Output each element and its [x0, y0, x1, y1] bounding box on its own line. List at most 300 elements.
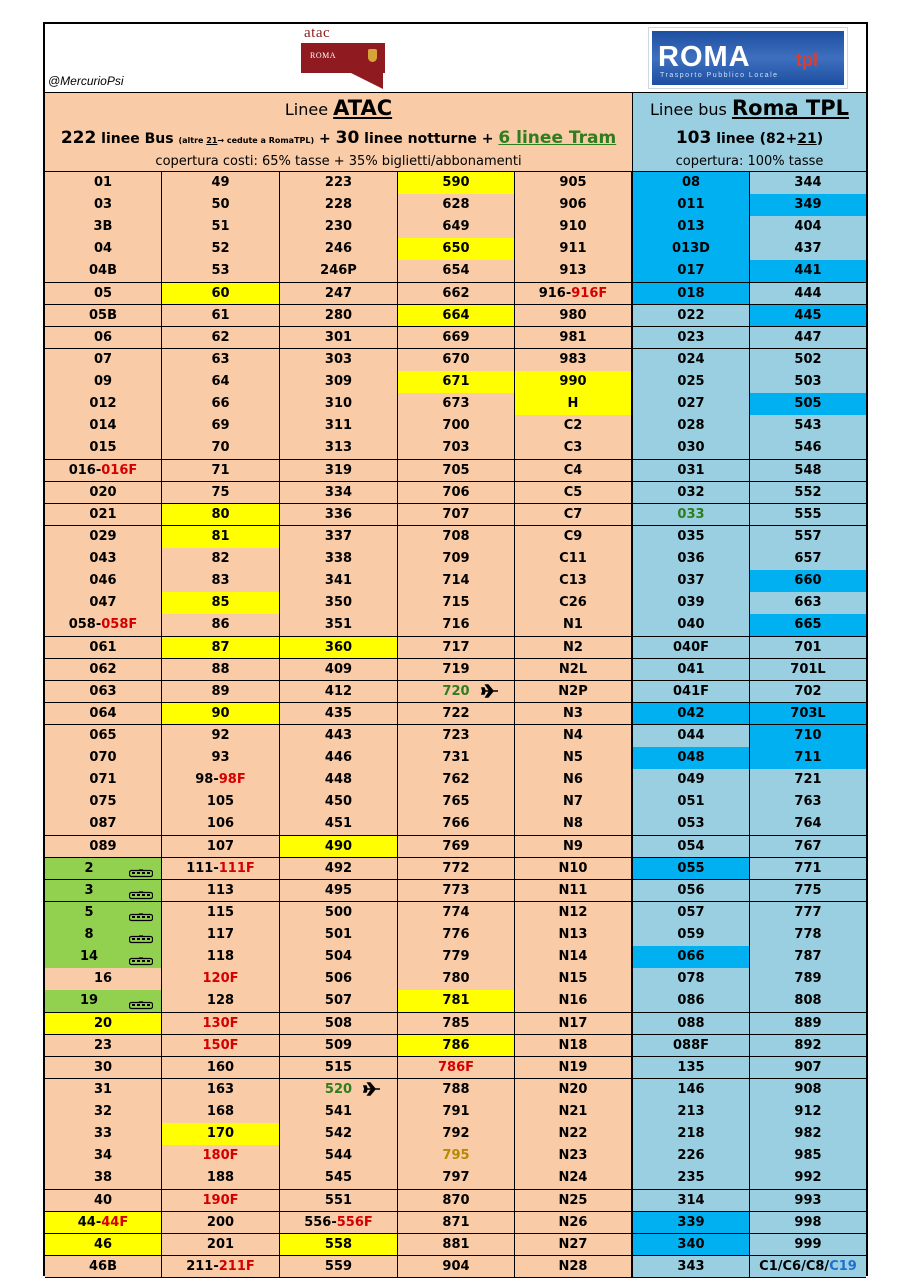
line-cell: [398, 924, 515, 947]
line-number: 301: [324, 329, 353, 345]
line-number: 715: [442, 595, 470, 611]
line-cell: [633, 1101, 750, 1124]
line-cell: [280, 1212, 398, 1235]
line-cell: [515, 902, 633, 925]
line-cell: [280, 1057, 398, 1080]
line-cell: [280, 437, 398, 460]
line-cell: [633, 1145, 750, 1168]
line-cell: [515, 1035, 633, 1058]
line-number: 150F: [202, 1037, 239, 1053]
line-cell: [162, 681, 280, 704]
line-number: 50: [211, 197, 230, 213]
line-number: 509: [324, 1037, 353, 1053]
line-number: N10: [558, 860, 588, 876]
line-number: 089: [89, 838, 117, 854]
line-number: 200: [206, 1214, 235, 1230]
line-number: 916-916F: [538, 285, 608, 301]
line-number: 911: [559, 241, 587, 257]
line-number: 04B: [89, 263, 117, 279]
line-number: 030: [677, 440, 705, 456]
line-cell: [162, 592, 280, 615]
line-number: N20: [558, 1081, 588, 1097]
line-number: 226: [677, 1148, 705, 1164]
line-number: 039: [677, 595, 705, 611]
line-cell: [398, 1167, 515, 1190]
line-cell: [515, 1079, 633, 1102]
line-cell: [280, 482, 398, 505]
line-cell: [280, 305, 398, 328]
line-cell: [750, 1234, 866, 1257]
line-number: 506: [324, 971, 353, 987]
line-cell: [45, 548, 162, 571]
line-number: 892: [794, 1037, 822, 1053]
line-cell: [162, 1057, 280, 1080]
line-cell: [750, 570, 866, 593]
line-number: 022: [677, 307, 705, 323]
line-cell: [45, 1079, 162, 1102]
line-cell: [633, 968, 750, 991]
line-number: 035: [677, 528, 705, 544]
line-cell: [633, 1256, 750, 1279]
line-cell: [515, 968, 633, 991]
line-cell: [750, 880, 866, 903]
line-number: C9: [563, 528, 583, 544]
tpl-title: Roma TPL: [731, 96, 850, 120]
line-cell: [45, 1035, 162, 1058]
line-number: 51: [211, 219, 230, 235]
line-number: 070: [89, 750, 117, 766]
line-cell: [398, 1035, 515, 1058]
line-cell: [398, 659, 515, 682]
line-cell: [45, 1101, 162, 1124]
line-number: N5: [563, 750, 583, 766]
line-number: 69: [211, 418, 230, 434]
line-number: 043: [89, 551, 117, 567]
line-number: 722: [442, 705, 470, 721]
line-cell: [280, 172, 398, 195]
line-number: 86: [211, 617, 230, 633]
line-number: 063: [89, 683, 117, 699]
line-number: 061: [89, 639, 117, 655]
line-number: 105: [206, 794, 235, 810]
line-number: 351: [324, 617, 353, 633]
line-cell: [45, 990, 162, 1013]
line-number: 065: [89, 728, 117, 743]
line-number: 49: [211, 175, 230, 190]
line-cell: [45, 437, 162, 460]
line-cell: [750, 1079, 866, 1102]
line-number: 663: [794, 595, 822, 611]
line-cell: [750, 813, 866, 836]
line-number: 792: [442, 1126, 470, 1142]
line-number: 992: [794, 1170, 822, 1186]
line-number: 128: [206, 993, 235, 1009]
line-number: 700: [442, 418, 470, 434]
line-cell: [162, 393, 280, 416]
line-cell: [633, 659, 750, 682]
line-number: 662: [442, 285, 470, 301]
line-number: 999: [794, 1236, 822, 1252]
line-number: 188: [206, 1170, 235, 1186]
line-cell: [45, 924, 162, 947]
atac-logo: [301, 25, 387, 89]
line-cell: [515, 1212, 633, 1235]
line-cell: [162, 1256, 280, 1279]
line-number: 542: [324, 1126, 353, 1142]
line-cell: [398, 1013, 515, 1036]
line-cell: [280, 769, 398, 792]
line-number: 163: [206, 1081, 235, 1097]
line-cell: [162, 1079, 280, 1102]
line-cell: [162, 946, 280, 969]
line-cell: [515, 194, 633, 217]
line-cell: [633, 327, 750, 350]
line-cell: [398, 548, 515, 571]
line-cell: [515, 172, 633, 195]
line-number: N19: [558, 1059, 588, 1075]
line-number: 025: [677, 374, 705, 390]
line-cell: [750, 902, 866, 925]
line-cell: [162, 1101, 280, 1124]
line-cell: [515, 836, 633, 859]
line-number: 559: [324, 1258, 353, 1274]
line-cell: [398, 1145, 515, 1168]
line-cell: [162, 990, 280, 1013]
line-number: 786F: [437, 1059, 475, 1075]
line-number: 764: [794, 816, 822, 832]
line-cell: [633, 703, 750, 726]
line-cell: [515, 1145, 633, 1168]
line-cell: [280, 924, 398, 947]
line-cell: [633, 194, 750, 217]
line-number: 808: [794, 993, 822, 1009]
line-cell: [633, 990, 750, 1013]
line-cell: [280, 349, 398, 372]
line-cell: [280, 659, 398, 682]
line-cell: [45, 791, 162, 814]
line-number: 913: [559, 263, 587, 279]
line-cell: [750, 836, 866, 859]
roma-tpl-logo: [648, 27, 848, 89]
line-number: 32: [93, 1104, 113, 1120]
line-number: 781: [442, 993, 470, 1009]
line-number: 779: [442, 949, 470, 965]
line-cell: [515, 305, 633, 328]
line-cell: [633, 504, 750, 527]
line-number: 046: [89, 573, 117, 589]
line-number: 776: [442, 927, 470, 943]
line-number: 649: [442, 219, 470, 235]
line-number: 985: [794, 1148, 822, 1164]
line-cell: [162, 482, 280, 505]
line-number: 723: [442, 728, 470, 743]
line-number: 088: [677, 1015, 705, 1031]
line-cell: [162, 260, 280, 283]
line-number: N2: [563, 639, 583, 655]
line-number: N15: [558, 971, 588, 987]
line-number: 350: [324, 595, 353, 611]
line-cell: [515, 570, 633, 593]
line-number: N14: [558, 949, 588, 965]
line-cell: [750, 327, 866, 350]
line-cell: [280, 238, 398, 261]
line-number: N24: [558, 1170, 588, 1186]
line-number: 319: [324, 462, 353, 478]
line-cell: [633, 570, 750, 593]
line-cell: [515, 858, 633, 881]
line-number: 772: [442, 860, 470, 876]
line-number: 515: [324, 1059, 353, 1075]
line-number: 086: [677, 993, 705, 1009]
line-cell: [398, 703, 515, 726]
line-cell: [45, 526, 162, 549]
line-number: N28: [558, 1258, 588, 1274]
line-number: 338: [324, 551, 353, 567]
author-handle: @MercurioPsi: [48, 74, 124, 88]
line-number: 500: [324, 904, 353, 920]
line-cell: [398, 681, 515, 704]
line-cell: [750, 393, 866, 416]
line-number: 314: [677, 1192, 705, 1208]
line-cell: [750, 990, 866, 1013]
line-number: N25: [558, 1192, 588, 1208]
roma-tpl-logo-tpl: tpl: [796, 50, 818, 70]
line-number: 82: [211, 551, 230, 567]
line-cell: [633, 1013, 750, 1036]
line-cell: [162, 791, 280, 814]
line-number: 710: [794, 728, 822, 743]
line-number: 556-556F: [304, 1214, 373, 1230]
line-cell: [515, 946, 633, 969]
line-cell: [280, 460, 398, 483]
line-cell: [162, 570, 280, 593]
line-cell: [515, 526, 633, 549]
line-cell: [280, 216, 398, 239]
tram-icon: [129, 930, 153, 939]
line-number: 246P: [320, 263, 357, 279]
line-number: 504: [324, 949, 353, 965]
line-number: N4: [563, 728, 583, 743]
line-cell: [280, 791, 398, 814]
line-cell: [45, 1234, 162, 1257]
line-cell: [515, 393, 633, 416]
line-number: 904: [442, 1258, 470, 1274]
line-cell: [398, 504, 515, 527]
line-number: 669: [442, 329, 470, 345]
tpl-header-counts: 103 linee (82+21): [675, 128, 824, 148]
line-cell: [162, 526, 280, 549]
line-number: 702: [794, 683, 822, 699]
line-number: 771: [794, 860, 822, 876]
line-cell: [515, 238, 633, 261]
tpl-coverage: copertura: 100% tasse: [675, 154, 824, 169]
line-number: 70: [211, 440, 230, 456]
line-number: 38: [93, 1170, 113, 1186]
line-cell: [45, 460, 162, 483]
line-cell: [45, 371, 162, 394]
line-cell: [280, 283, 398, 306]
line-number: 280: [324, 307, 353, 323]
line-number: 044: [677, 728, 705, 743]
line-number: 339: [677, 1214, 705, 1230]
line-number: 5: [84, 904, 94, 920]
line-cell: [162, 924, 280, 947]
line-cell: [633, 1035, 750, 1058]
line-number: 05B: [89, 307, 117, 323]
line-number: 769: [442, 838, 470, 854]
line-number: 88: [211, 661, 230, 677]
line-cell: [515, 747, 633, 770]
line-number: 92: [211, 728, 230, 743]
line-number: 721: [794, 772, 822, 788]
line-cell: [750, 924, 866, 947]
line-cell: [398, 813, 515, 836]
line-number: 011: [677, 197, 705, 213]
line-number: 650: [442, 241, 470, 257]
line-cell: [750, 659, 866, 682]
line-cell: [162, 968, 280, 991]
line-cell: [750, 858, 866, 881]
line-number: N3: [563, 705, 583, 721]
line-cell: [45, 1057, 162, 1080]
line-number: C2: [563, 418, 583, 434]
line-number: N12: [558, 904, 588, 920]
line-cell: [280, 1101, 398, 1124]
line-cell: [398, 305, 515, 328]
line-number: 336: [324, 506, 353, 522]
line-cell: [162, 194, 280, 217]
line-cell: [398, 437, 515, 460]
line-cell: [398, 791, 515, 814]
line-number: 017: [677, 263, 705, 279]
line-number: 445: [794, 307, 822, 323]
line-number: 89: [211, 683, 230, 699]
line-cell: [280, 990, 398, 1013]
line-number: 61: [211, 307, 230, 323]
line-number: N8: [563, 816, 583, 832]
line-cell: [280, 681, 398, 704]
line-number: 786: [442, 1037, 470, 1053]
line-number: 409: [324, 661, 353, 677]
line-number: 706: [442, 484, 470, 500]
line-number: 107: [206, 838, 235, 854]
line-number: 117: [206, 927, 235, 943]
line-number: N16: [558, 993, 588, 1009]
line-number: 170: [206, 1126, 235, 1142]
line-cell: [750, 1145, 866, 1168]
line-cell: [162, 1145, 280, 1168]
line-cell: [633, 349, 750, 372]
line-cell: [280, 946, 398, 969]
line-number: 14: [79, 949, 99, 965]
line-cell: [398, 1057, 515, 1080]
line-number: 013D: [672, 241, 710, 257]
line-cell: [398, 460, 515, 483]
line-cell: [750, 1057, 866, 1080]
line-number: 115: [206, 904, 235, 920]
line-cell: [162, 1013, 280, 1036]
line-cell: [633, 1167, 750, 1190]
line-cell: [633, 1212, 750, 1235]
line-number: 490: [324, 838, 353, 854]
line-cell: [515, 1057, 633, 1080]
line-cell: [750, 1101, 866, 1124]
line-cell: [750, 1167, 866, 1190]
line-cell: [162, 880, 280, 903]
line-cell: [515, 592, 633, 615]
line-number: 993: [794, 1192, 822, 1208]
line-number: 435: [324, 705, 353, 721]
line-cell: [398, 172, 515, 195]
line-cell: [280, 592, 398, 615]
line-cell: [280, 902, 398, 925]
line-number: 2: [84, 860, 94, 876]
tpl-header-title: Linee bus Roma TPL: [649, 96, 850, 120]
line-number: 501: [324, 927, 353, 943]
line-cell: [750, 415, 866, 438]
line-number: 558: [324, 1236, 353, 1252]
line-number: 230: [324, 219, 353, 235]
line-cell: [162, 216, 280, 239]
line-cell: [162, 460, 280, 483]
line-number: 520: [324, 1081, 353, 1097]
atac-logo-word: atac: [304, 25, 331, 41]
line-number: 787: [794, 949, 822, 965]
line-cell: [398, 216, 515, 239]
line-number: 785: [442, 1015, 470, 1031]
line-cell: [515, 327, 633, 350]
line-number: 168: [206, 1104, 235, 1120]
line-cell: [45, 880, 162, 903]
line-number: 551: [324, 1192, 353, 1208]
line-cell: [280, 1145, 398, 1168]
line-cell: [750, 349, 866, 372]
line-cell: [515, 924, 633, 947]
line-cell: [515, 460, 633, 483]
line-cell: [398, 349, 515, 372]
line-cell: [633, 460, 750, 483]
line-number: 665: [794, 617, 822, 633]
line-number: 340: [677, 1236, 705, 1252]
line-cell: [398, 614, 515, 637]
line-number: 87: [211, 639, 230, 655]
line-cell: [45, 858, 162, 881]
line-number: 590: [442, 175, 470, 190]
line-cell: [750, 460, 866, 483]
line-cell: [633, 305, 750, 328]
line-cell: [633, 393, 750, 416]
line-cell: [45, 836, 162, 859]
line-cell: [398, 570, 515, 593]
line-number: 062: [89, 661, 117, 677]
line-cell: [280, 548, 398, 571]
line-number: 056: [677, 882, 705, 898]
line-number: 720: [442, 683, 470, 699]
line-number: 190F: [202, 1192, 239, 1208]
line-number: N9: [563, 838, 583, 854]
line-cell: [633, 1190, 750, 1213]
line-number: 023: [677, 329, 705, 345]
line-number: 889: [794, 1015, 822, 1031]
line-cell: [633, 813, 750, 836]
line-number: 502: [794, 351, 822, 367]
line-cell: [515, 1256, 633, 1279]
line-number: 906: [559, 197, 587, 213]
line-cell: [45, 637, 162, 660]
line-number: 311: [324, 418, 353, 434]
line-cell: [750, 238, 866, 261]
line-cell: [750, 1256, 866, 1279]
